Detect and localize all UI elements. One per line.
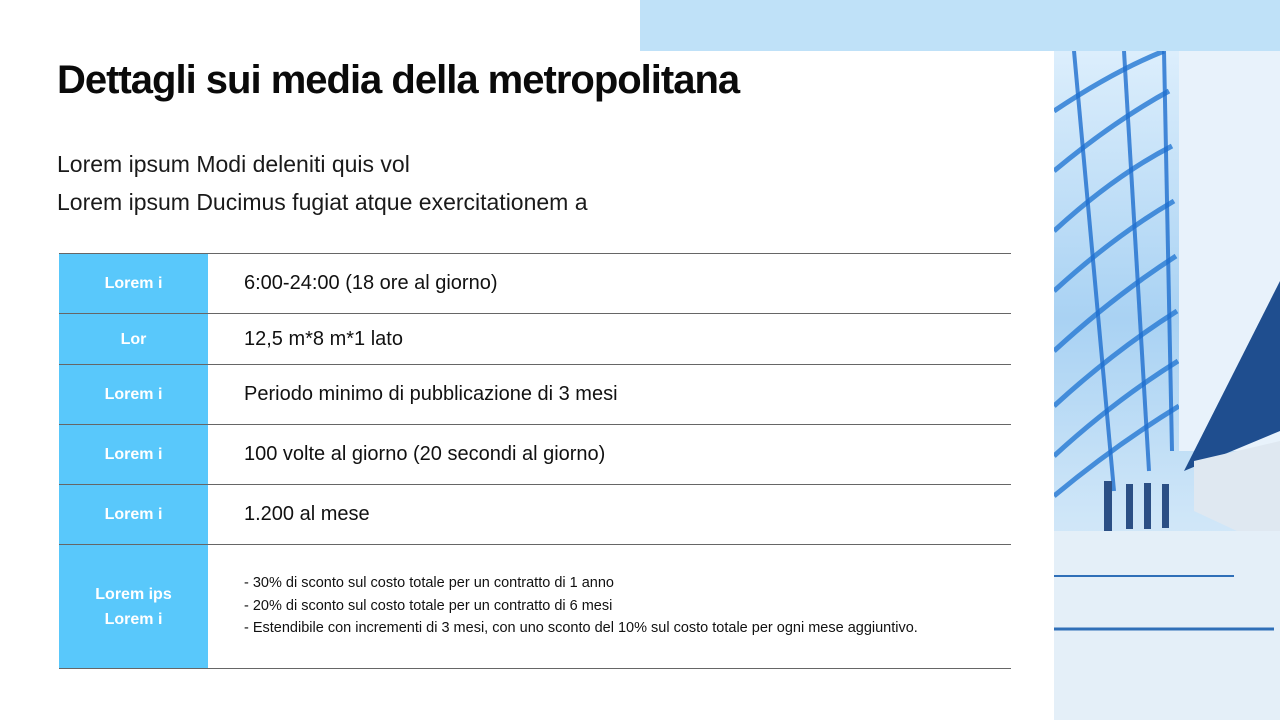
row-label: Lor [59, 314, 208, 364]
row-value [208, 545, 1011, 668]
top-accent-bar [640, 0, 1280, 51]
table-row [59, 425, 1011, 485]
discount-item: - 20% di sconto sul costo totale per un contratto di 6 mesi [244, 597, 613, 614]
row-value: 100 volte al giorno (20 secondi al giorno) [244, 443, 606, 465]
row-label [59, 545, 208, 668]
table-row [59, 365, 1011, 425]
row-label-line: Lorem i [104, 610, 163, 628]
subtitle-line: Lorem ipsum Modi deleniti quis vol [57, 151, 410, 177]
table-row [59, 254, 1011, 314]
row-value: 6:00-24:00 (18 ore al giorno) [244, 272, 498, 294]
row-value: 12,5 m*8 m*1 lato [244, 327, 403, 350]
row-label: Lorem i [59, 365, 208, 424]
subtitle-line: Lorem ipsum Ducimus fugiat atque exercitationem a [57, 189, 588, 215]
discount-item: - Estendibile con incrementi di 3 mesi, con uno sconto del 10% sul costo totale per ogni mese aggiuntivo. [244, 620, 918, 636]
discount-item: - 30% di sconto sul costo totale per un contratto di 1 anno [244, 575, 614, 591]
metro-station-illustration [1054, 51, 1280, 720]
row-label: Lorem i [59, 485, 208, 544]
table-row [59, 545, 1011, 669]
subtitle [57, 145, 588, 221]
row-label: Lorem i [59, 254, 208, 313]
row-value: 1.200 al mese [244, 503, 370, 525]
metro-station-photo [1054, 51, 1280, 720]
table-row [59, 485, 1011, 545]
row-label: Lorem i [59, 425, 208, 484]
page-title: Dettagli sui media della metropolitana [57, 58, 740, 102]
table-row [59, 314, 1011, 365]
row-label-line: Lorem ips [95, 585, 172, 603]
row-value: Periodo minimo di pubblicazione di 3 mesi [244, 383, 618, 405]
media-details-table [59, 253, 1011, 669]
